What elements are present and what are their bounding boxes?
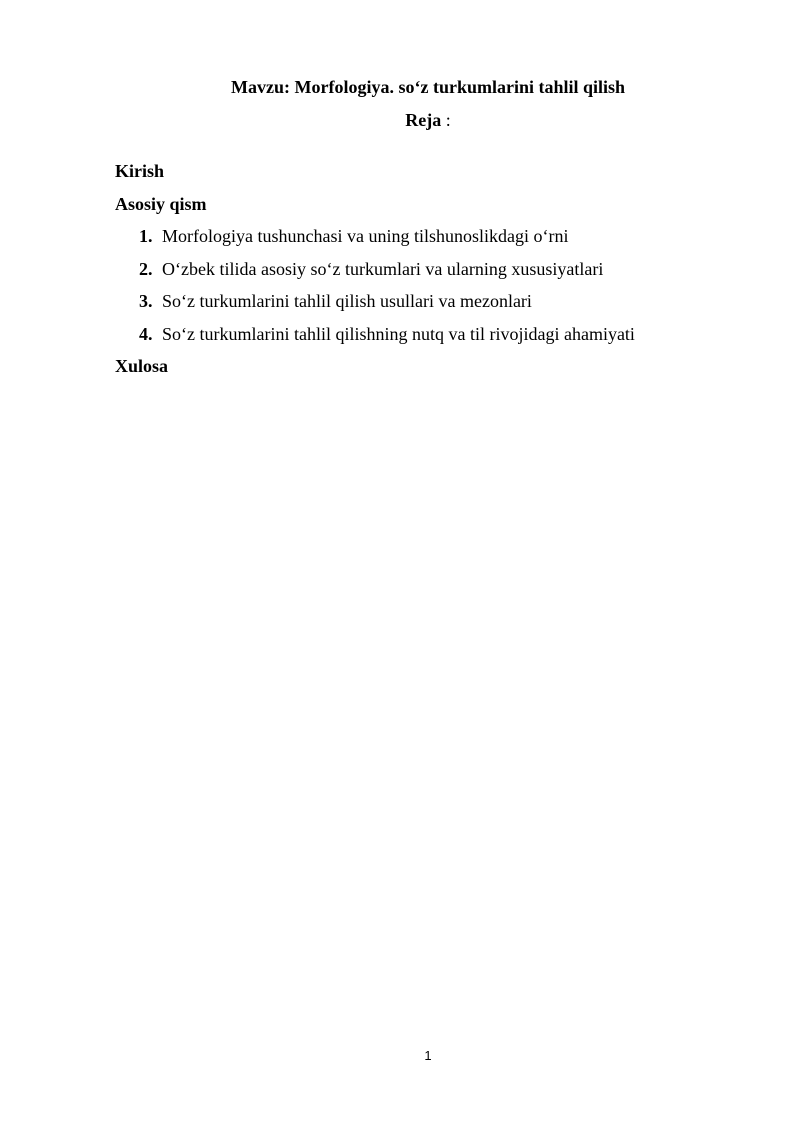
list-item-number: 3. (139, 291, 153, 311)
list-item-text: Morfologiya tushunchasi va uning tilshunoslikdagi o‘rni (162, 226, 569, 246)
list-item-text: O‘zbek tilida asosiy so‘z turkumlari va ularning xususiyatlari (162, 258, 604, 279)
document-title: Mavzu: Morfologiya. so‘z turkumlarini tahlil qilish (231, 77, 625, 97)
plan-heading (0, 109, 800, 131)
list-item-number: 4. (139, 323, 153, 344)
plan-colon: : (441, 110, 451, 130)
list-item-text: So‘z turkumlarini tahlil qilish usullari va mezonlari (162, 291, 532, 311)
list-item-number: 1. (139, 226, 153, 246)
conclusion-heading: Xulosa (115, 356, 169, 376)
main-part-heading: Asosiy qism (115, 194, 207, 214)
list-item-number: 2. (139, 258, 153, 279)
plan-label: Reja (405, 110, 442, 130)
intro-heading: Kirish (115, 161, 165, 181)
list-item-text: So‘z turkumlarini tahlil qilishning nutq va til rivojidagi ahamiyati (162, 323, 635, 344)
page-number: 1 (424, 1048, 432, 1063)
